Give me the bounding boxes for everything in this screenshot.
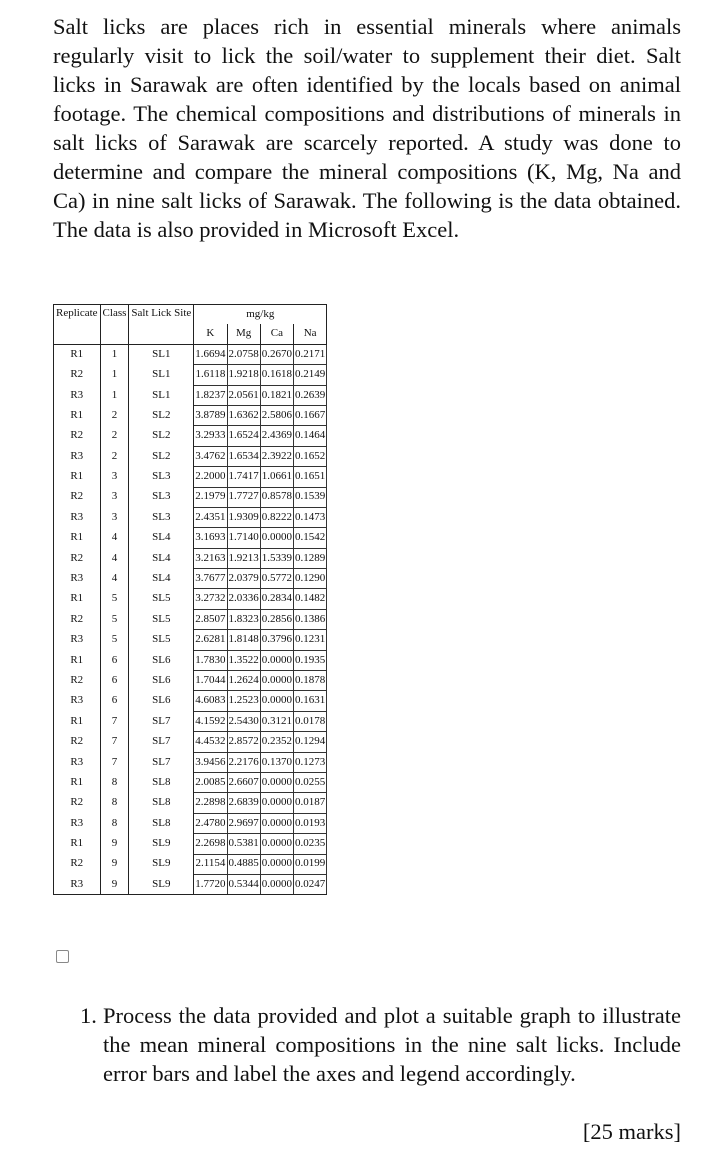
- cell-mg: 2.0561: [227, 385, 260, 405]
- cell-replicate: R2: [54, 548, 101, 568]
- cell-class: 1: [100, 365, 129, 385]
- question-number: 1.: [80, 1003, 97, 1028]
- cell-ca: 1.0661: [260, 467, 293, 487]
- cell-ca: 2.5806: [260, 405, 293, 425]
- cell-site: SL2: [129, 446, 194, 466]
- cell-site: SL8: [129, 793, 194, 813]
- cell-k: 3.1693: [194, 528, 227, 548]
- header-mg: Mg: [227, 324, 260, 344]
- cell-replicate: R3: [54, 691, 101, 711]
- cell-replicate: R1: [54, 467, 101, 487]
- cell-ca: 2.4369: [260, 426, 293, 446]
- cell-class: 3: [100, 487, 129, 507]
- cell-k: 1.6118: [194, 365, 227, 385]
- cell-k: 3.8789: [194, 405, 227, 425]
- cell-site: SL3: [129, 487, 194, 507]
- cell-class: 5: [100, 609, 129, 629]
- cell-na: 0.2149: [294, 365, 327, 385]
- cell-replicate: R3: [54, 874, 101, 894]
- table-row: [54, 630, 327, 650]
- cell-mg: 2.0379: [227, 569, 260, 589]
- cell-mg: 0.4885: [227, 854, 260, 874]
- cell-na: 0.0193: [294, 813, 327, 833]
- table-row: [54, 569, 327, 589]
- cell-replicate: R3: [54, 752, 101, 772]
- cell-ca: 0.5772: [260, 569, 293, 589]
- cell-class: 3: [100, 467, 129, 487]
- table-row: [54, 507, 327, 527]
- cell-ca: 0.8578: [260, 487, 293, 507]
- cell-mg: 1.9213: [227, 548, 260, 568]
- table-row: [54, 834, 327, 854]
- cell-site: SL4: [129, 569, 194, 589]
- cell-na: 0.1386: [294, 609, 327, 629]
- cell-mg: 2.5430: [227, 711, 260, 731]
- table-row: [54, 772, 327, 792]
- cell-site: SL5: [129, 630, 194, 650]
- cell-class: 5: [100, 589, 129, 609]
- cell-ca: 1.5339: [260, 548, 293, 568]
- cell-na: 0.1652: [294, 446, 327, 466]
- cell-class: 5: [100, 630, 129, 650]
- cell-na: 0.1290: [294, 569, 327, 589]
- table-row: [54, 446, 327, 466]
- cell-class: 2: [100, 446, 129, 466]
- cell-ca: 0.0000: [260, 650, 293, 670]
- cell-mg: 1.6534: [227, 446, 260, 466]
- cell-replicate: R2: [54, 426, 101, 446]
- cell-site: SL8: [129, 813, 194, 833]
- table-row: [54, 609, 327, 629]
- cell-mg: 0.5344: [227, 874, 260, 894]
- cell-class: 2: [100, 426, 129, 446]
- cell-na: 0.0187: [294, 793, 327, 813]
- mineral-data-table: [53, 304, 327, 895]
- cell-site: SL7: [129, 732, 194, 752]
- cell-k: 2.2698: [194, 834, 227, 854]
- cell-mg: 2.9697: [227, 813, 260, 833]
- cell-k: 3.2933: [194, 426, 227, 446]
- cell-na: 0.0255: [294, 772, 327, 792]
- header-mg-kg: mg/kg: [194, 305, 327, 325]
- cell-site: SL3: [129, 467, 194, 487]
- cell-k: 1.8237: [194, 385, 227, 405]
- cell-k: 3.2163: [194, 548, 227, 568]
- cell-k: 2.6281: [194, 630, 227, 650]
- header-replicate: Replicate: [54, 305, 101, 345]
- cell-na: 0.1464: [294, 426, 327, 446]
- cell-ca: 2.3922: [260, 446, 293, 466]
- cell-mg: 1.9309: [227, 507, 260, 527]
- table-row: [54, 344, 327, 364]
- cell-replicate: R2: [54, 793, 101, 813]
- cell-k: 3.9456: [194, 752, 227, 772]
- table-row: [54, 650, 327, 670]
- cell-ca: 0.0000: [260, 691, 293, 711]
- cell-mg: 1.3522: [227, 650, 260, 670]
- cell-na: 0.1482: [294, 589, 327, 609]
- cell-replicate: R2: [54, 609, 101, 629]
- cell-ca: 0.0000: [260, 813, 293, 833]
- cell-mg: 1.2523: [227, 691, 260, 711]
- cell-ca: 0.2856: [260, 609, 293, 629]
- cell-mg: 2.6607: [227, 772, 260, 792]
- cell-na: 0.0178: [294, 711, 327, 731]
- cell-site: SL4: [129, 528, 194, 548]
- cell-site: SL9: [129, 874, 194, 894]
- cell-na: 0.2639: [294, 385, 327, 405]
- cell-class: 6: [100, 671, 129, 691]
- cell-site: SL7: [129, 711, 194, 731]
- header-na: Na: [294, 324, 327, 344]
- cell-na: 0.1539: [294, 487, 327, 507]
- table-row: [54, 487, 327, 507]
- cell-site: SL6: [129, 671, 194, 691]
- cell-k: 2.4351: [194, 507, 227, 527]
- cell-site: SL1: [129, 385, 194, 405]
- question-1: [80, 1001, 681, 1088]
- cell-k: 1.7720: [194, 874, 227, 894]
- cell-k: 2.2000: [194, 467, 227, 487]
- cell-ca: 0.2834: [260, 589, 293, 609]
- cell-mg: 1.7140: [227, 528, 260, 548]
- cell-replicate: R1: [54, 344, 101, 364]
- cell-k: 3.7677: [194, 569, 227, 589]
- cell-replicate: R1: [54, 834, 101, 854]
- table-row: [54, 671, 327, 691]
- cell-site: SL8: [129, 772, 194, 792]
- cell-ca: 0.0000: [260, 793, 293, 813]
- cell-na: 0.1878: [294, 671, 327, 691]
- cell-class: 6: [100, 691, 129, 711]
- cell-k: 4.4532: [194, 732, 227, 752]
- cell-ca: 0.0000: [260, 834, 293, 854]
- table-row: [54, 691, 327, 711]
- cell-replicate: R2: [54, 854, 101, 874]
- cell-k: 2.2898: [194, 793, 227, 813]
- cell-site: SL5: [129, 609, 194, 629]
- cell-class: 1: [100, 385, 129, 405]
- cell-replicate: R3: [54, 385, 101, 405]
- cell-ca: 0.3121: [260, 711, 293, 731]
- table-row: [54, 548, 327, 568]
- cell-k: 2.8507: [194, 609, 227, 629]
- table-row: [54, 854, 327, 874]
- cell-ca: 0.0000: [260, 874, 293, 894]
- table-row: [54, 467, 327, 487]
- cell-site: SL4: [129, 548, 194, 568]
- cell-class: 7: [100, 711, 129, 731]
- cell-ca: 0.1821: [260, 385, 293, 405]
- cell-na: 0.1289: [294, 548, 327, 568]
- cell-na: 0.1231: [294, 630, 327, 650]
- cell-mg: 1.9218: [227, 365, 260, 385]
- table-row: [54, 732, 327, 752]
- cell-na: 0.1273: [294, 752, 327, 772]
- table-row: [54, 405, 327, 425]
- table-row: [54, 528, 327, 548]
- cell-k: 2.4780: [194, 813, 227, 833]
- cell-na: 0.1542: [294, 528, 327, 548]
- cell-class: 7: [100, 752, 129, 772]
- cell-site: SL7: [129, 752, 194, 772]
- cell-mg: 1.7727: [227, 487, 260, 507]
- cell-na: 0.1667: [294, 405, 327, 425]
- cell-k: 2.0085: [194, 772, 227, 792]
- table-row: [54, 711, 327, 731]
- cell-k: 3.4762: [194, 446, 227, 466]
- cell-class: 8: [100, 813, 129, 833]
- cell-ca: 0.1370: [260, 752, 293, 772]
- cell-na: 0.1631: [294, 691, 327, 711]
- cell-class: 1: [100, 344, 129, 364]
- cell-na: 0.1473: [294, 507, 327, 527]
- cell-ca: 0.0000: [260, 671, 293, 691]
- cell-ca: 0.1618: [260, 365, 293, 385]
- cell-class: 4: [100, 548, 129, 568]
- header-ca: Ca: [260, 324, 293, 344]
- cell-replicate: R2: [54, 671, 101, 691]
- table-row: [54, 589, 327, 609]
- cell-k: 1.7830: [194, 650, 227, 670]
- cell-site: SL9: [129, 854, 194, 874]
- cell-mg: 1.7417: [227, 467, 260, 487]
- cell-mg: 2.6839: [227, 793, 260, 813]
- cell-replicate: R1: [54, 405, 101, 425]
- cell-replicate: R3: [54, 446, 101, 466]
- cell-replicate: R1: [54, 772, 101, 792]
- cell-class: 2: [100, 405, 129, 425]
- cell-site: SL2: [129, 426, 194, 446]
- cell-class: 8: [100, 772, 129, 792]
- cell-replicate: R3: [54, 569, 101, 589]
- cell-na: 0.1651: [294, 467, 327, 487]
- cell-na: 0.1294: [294, 732, 327, 752]
- table-body: [54, 344, 327, 895]
- cell-k: 1.7044: [194, 671, 227, 691]
- cell-ca: 0.2352: [260, 732, 293, 752]
- cell-replicate: R2: [54, 732, 101, 752]
- cell-site: SL1: [129, 344, 194, 364]
- intro-paragraph: Salt licks are places rich in essential minerals where animals regularly visit to lick the soil/water to supplement their diet. Salt licks in Sarawak are often identified by the locals based on animal footage. The chemical compositions and distributions of minerals in salt licks of Sarawak are scarcely reported. A study was done to determine and compare the mineral compositions (K, Mg, Na and Ca) in nine salt licks of Sarawak. The following is the data obtained. The data is also provided in Microsoft Excel.: [53, 14, 681, 242]
- cell-na: 0.0235: [294, 834, 327, 854]
- cell-ca: 0.8222: [260, 507, 293, 527]
- header-class: Class: [100, 305, 129, 345]
- cell-mg: 2.8572: [227, 732, 260, 752]
- cell-site: SL9: [129, 834, 194, 854]
- cell-na: 0.0199: [294, 854, 327, 874]
- cell-class: 8: [100, 793, 129, 813]
- cell-ca: 0.0000: [260, 528, 293, 548]
- table-row: [54, 365, 327, 385]
- cell-class: 4: [100, 528, 129, 548]
- cell-class: 4: [100, 569, 129, 589]
- cell-site: SL6: [129, 650, 194, 670]
- cell-class: 9: [100, 874, 129, 894]
- cell-replicate: R1: [54, 650, 101, 670]
- cell-replicate: R2: [54, 487, 101, 507]
- header-salt-lick-site: Salt Lick Site: [129, 305, 194, 345]
- cell-site: SL1: [129, 365, 194, 385]
- cell-class: 9: [100, 834, 129, 854]
- cell-mg: 1.8148: [227, 630, 260, 650]
- cell-replicate: R3: [54, 630, 101, 650]
- table-row: [54, 426, 327, 446]
- cell-mg: 2.0758: [227, 344, 260, 364]
- cell-ca: 0.3796: [260, 630, 293, 650]
- cell-replicate: R3: [54, 813, 101, 833]
- cell-na: 0.0247: [294, 874, 327, 894]
- table-row: [54, 385, 327, 405]
- cell-mg: 2.0336: [227, 589, 260, 609]
- cell-mg: 1.8323: [227, 609, 260, 629]
- table-row: [54, 874, 327, 894]
- cell-mg: 0.5381: [227, 834, 260, 854]
- cell-k: 1.6694: [194, 344, 227, 364]
- cell-site: SL6: [129, 691, 194, 711]
- cell-ca: 0.2670: [260, 344, 293, 364]
- cell-class: 3: [100, 507, 129, 527]
- table-row: [54, 752, 327, 772]
- question-text: Process the data provided and plot a suitable graph to illustrate the mean mineral compositions in the nine salt licks. Include error bars and label the axes and legend accordingly.: [103, 1003, 681, 1086]
- cell-ca: 0.0000: [260, 854, 293, 874]
- cell-mg: 1.2624: [227, 671, 260, 691]
- cell-class: 7: [100, 732, 129, 752]
- table-row: [54, 813, 327, 833]
- cell-replicate: R1: [54, 711, 101, 731]
- cell-replicate: R3: [54, 507, 101, 527]
- cell-na: 0.2171: [294, 344, 327, 364]
- table-row: [54, 793, 327, 813]
- cell-k: 4.1592: [194, 711, 227, 731]
- cell-replicate: R1: [54, 589, 101, 609]
- cell-na: 0.1935: [294, 650, 327, 670]
- checkbox[interactable]: [56, 950, 69, 963]
- cell-replicate: R2: [54, 365, 101, 385]
- cell-mg: 1.6362: [227, 405, 260, 425]
- cell-k: 2.1154: [194, 854, 227, 874]
- cell-mg: 2.2176: [227, 752, 260, 772]
- cell-replicate: R1: [54, 528, 101, 548]
- cell-ca: 0.0000: [260, 772, 293, 792]
- cell-k: 4.6083: [194, 691, 227, 711]
- cell-k: 3.2732: [194, 589, 227, 609]
- data-table-container: [53, 304, 327, 895]
- cell-site: SL5: [129, 589, 194, 609]
- cell-k: 2.1979: [194, 487, 227, 507]
- header-k: K: [194, 324, 227, 344]
- cell-class: 6: [100, 650, 129, 670]
- cell-site: SL2: [129, 405, 194, 425]
- marks-label: [25 marks]: [582, 1119, 681, 1144]
- cell-site: SL3: [129, 507, 194, 527]
- cell-mg: 1.6524: [227, 426, 260, 446]
- cell-class: 9: [100, 854, 129, 874]
